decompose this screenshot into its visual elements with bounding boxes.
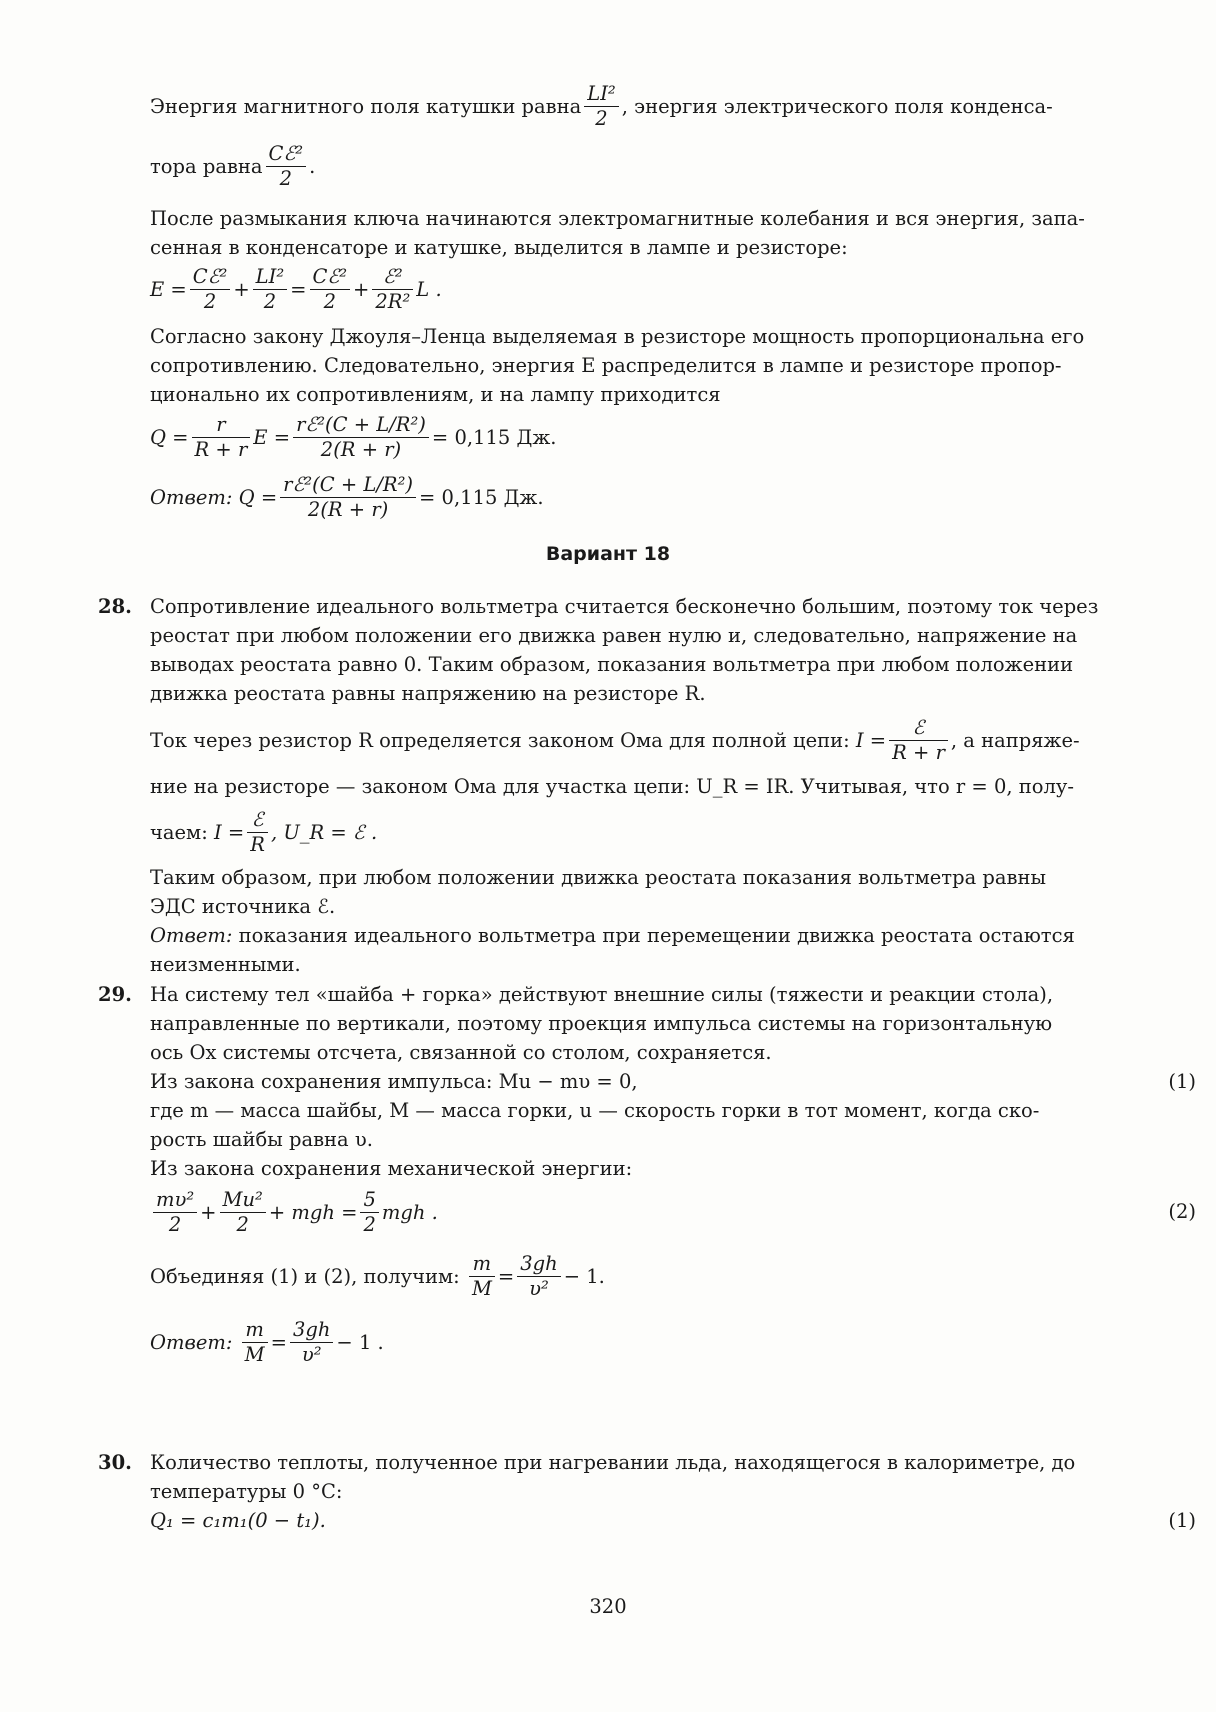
fraction: $\frac{\text{ℰ²}}{\text{2R²}}$ (372, 265, 413, 314)
fraction: $\frac{\text{Mu²}}{2}$ (220, 1188, 266, 1237)
energy-equation: E = $\frac{\text{Cℰ²}}{2}$ + $\frac{\text{LI²}}{2}$ = $\frac{\text{Cℰ²}}{2}$ + $\frac{\text{ℰ²}}{\text{2R²}}$ L . (150, 264, 442, 313)
fraction-denominator: 2 (595, 106, 608, 130)
heat-equation: Q = $\frac{r}{R + r}$ E = $\frac{\text{rℰ²(C + L/R²)}}{2(R + r)}$ = 0,115 Дж. (150, 412, 557, 461)
fraction-LI2 (584, 82, 618, 131)
equation-number: (1) (1168, 1070, 1196, 1093)
current-result-line: чаем: I = $\frac{\text{ℰ}}{R}$ , U_R = ℰ . (150, 807, 378, 856)
paragraph: Количество теплоты, полученное при нагревании льда, находящегося в калориметре, до температуры 0 °C: (150, 1451, 1076, 1503)
fraction: $\frac{3gh}{\text{υ²}}$ (290, 1318, 333, 1367)
fraction-numerator: LI² (584, 82, 618, 107)
fraction: $\frac{r}{R + r}$ (192, 413, 251, 462)
ohm-full-circuit-line: Ток через резистор R определяется законом Ома для полной цепи: I = $\frac{\text{ℰ}}{R + r}$ , а напряже- (150, 715, 1080, 764)
paragraph: Согласно закону Джоуля–Ленца выделяемая в резисторе мощность пропорциональна его сопротивлению. Следовательно, энергия E распределится в лампе и резисторе пропор- ционально их сопротивлениям, и на лампу приходится (150, 325, 1085, 406)
paragraph: Таким образом, при любом положении движка реостата показания вольтметра равны ЭДС источника ℰ. Ответ: показания идеального вольтметра при перемещении движка реостата остаются неизменными. (150, 866, 1075, 976)
paragraph: После размыкания ключа начинаются электромагнитные колебания и вся энергия, запа- сенная в конденсаторе и катушке, выделится в лампе и резисторе: (150, 207, 1085, 259)
intro-line-2 (150, 136, 1202, 196)
equation-number: (2) (1168, 1200, 1196, 1223)
fraction-CE2 (266, 142, 307, 191)
problem-number: 28. (98, 595, 132, 618)
fraction: $\frac{\text{rℰ²(C + L/R²)}}{2(R + r)}$ (293, 413, 429, 462)
intro-text: Энергия магнитного поля катушки равна (150, 94, 582, 118)
answer-line: Ответ: Q = $\frac{\text{rℰ²(C + L/R²)}}{2(R + r)}$ = 0,115 Дж. (150, 472, 544, 521)
answer-label: Ответ: (150, 485, 233, 509)
problem-number: 30. (98, 1451, 132, 1474)
fraction: $\frac{\text{ℰ}}{R}$ (247, 808, 268, 857)
heat-ice-line: Q₁ = c₁m₁(0 − t₁). (1) (150, 1506, 1202, 1535)
fraction: $\frac{3gh}{\text{υ²}}$ (517, 1252, 560, 1301)
energy-conservation-equation: $\frac{\text{mυ²}}{2}$ + $\frac{\text{Mu²}}{2}$ + mgh = $\frac{5}{2}$ mgh . (2) (150, 1183, 1202, 1241)
intro-section (150, 82, 1202, 525)
fraction-numerator: Cℰ² (266, 142, 307, 167)
answer-label: Ответ: (150, 1330, 233, 1354)
momentum-line: Из закона сохранения импульса: Mu − mυ = 0, (1) (150, 1067, 1202, 1096)
intro-text: тора равна (150, 154, 263, 178)
paragraph: Сопротивление идеального вольтметра считается бесконечно большим, поэтому ток через реостат при любом положении его движка равен нулю и, следовательно, напряжение на выводах реостата равно 0. Таким образом, показания вольтметра при любом положении движка реостата равны напряжению на резисторе R. (150, 595, 1099, 705)
fraction: $\frac{\text{rℰ²(C + L/R²)}}{2(R + r)}$ (280, 473, 416, 522)
fraction: $\frac{\text{Cℰ²}}{2}$ (310, 265, 351, 314)
fraction-denominator: 2 (279, 166, 293, 190)
fraction: $\frac{5}{2}$ (360, 1188, 378, 1237)
fraction: $\frac{\text{ℰ}}{R + r}$ (889, 716, 948, 765)
fraction: $\frac{\text{LI²}}{2}$ (253, 265, 287, 314)
punctuation: . (309, 154, 316, 178)
paragraph: На систему тел «шайба + горка» действуют внешние силы (тяжести и реакции стола), направленные по вертикали, поэтому проекция импульса системы на горизонтальную ось Ox системы отсчета, связанной со столом, сохраняется. (150, 983, 1054, 1064)
paragraph: ние на резисторе — законом Ома для участка цепи: U_R = IR. Учитывая, что r = 0, полу- (150, 775, 1074, 798)
intro-line-1 (150, 82, 1202, 130)
problem-30 (98, 1448, 1202, 1535)
problem-29 (98, 980, 1202, 1371)
fraction: $\frac{\text{Cℰ²}}{2}$ (190, 265, 231, 314)
section-heading: Вариант 18 (545, 543, 671, 565)
fraction: $\frac{m}{M}$ (469, 1252, 495, 1301)
problem-28 (98, 592, 1202, 979)
answer-line: Ответ: $\frac{m}{M}$ = $\frac{3gh}{\text{υ²}}$ − 1 . (150, 1317, 384, 1366)
combined-result-line: Объединяя (1) и (2), получим: $\frac{m}{M}$ = $\frac{3gh}{\text{υ²}}$ − 1. (150, 1251, 605, 1300)
equation-number: (1) (1168, 1509, 1196, 1532)
fraction: $\frac{\text{mυ²}}{2}$ (153, 1188, 197, 1237)
answer-label: Ответ: (150, 924, 233, 947)
page-number: 320 (589, 1595, 627, 1618)
problem-number: 29. (98, 983, 132, 1006)
intro-text: , энергия электрического поля конденса- (621, 94, 1053, 118)
fraction: $\frac{m}{M}$ (242, 1318, 268, 1367)
paragraph: где m — масса шайбы, M — масса горки, u — скорость горки в тот момент, когда ско- рость шайбы равна υ. Из закона сохранения механической энергии: (150, 1099, 1040, 1180)
